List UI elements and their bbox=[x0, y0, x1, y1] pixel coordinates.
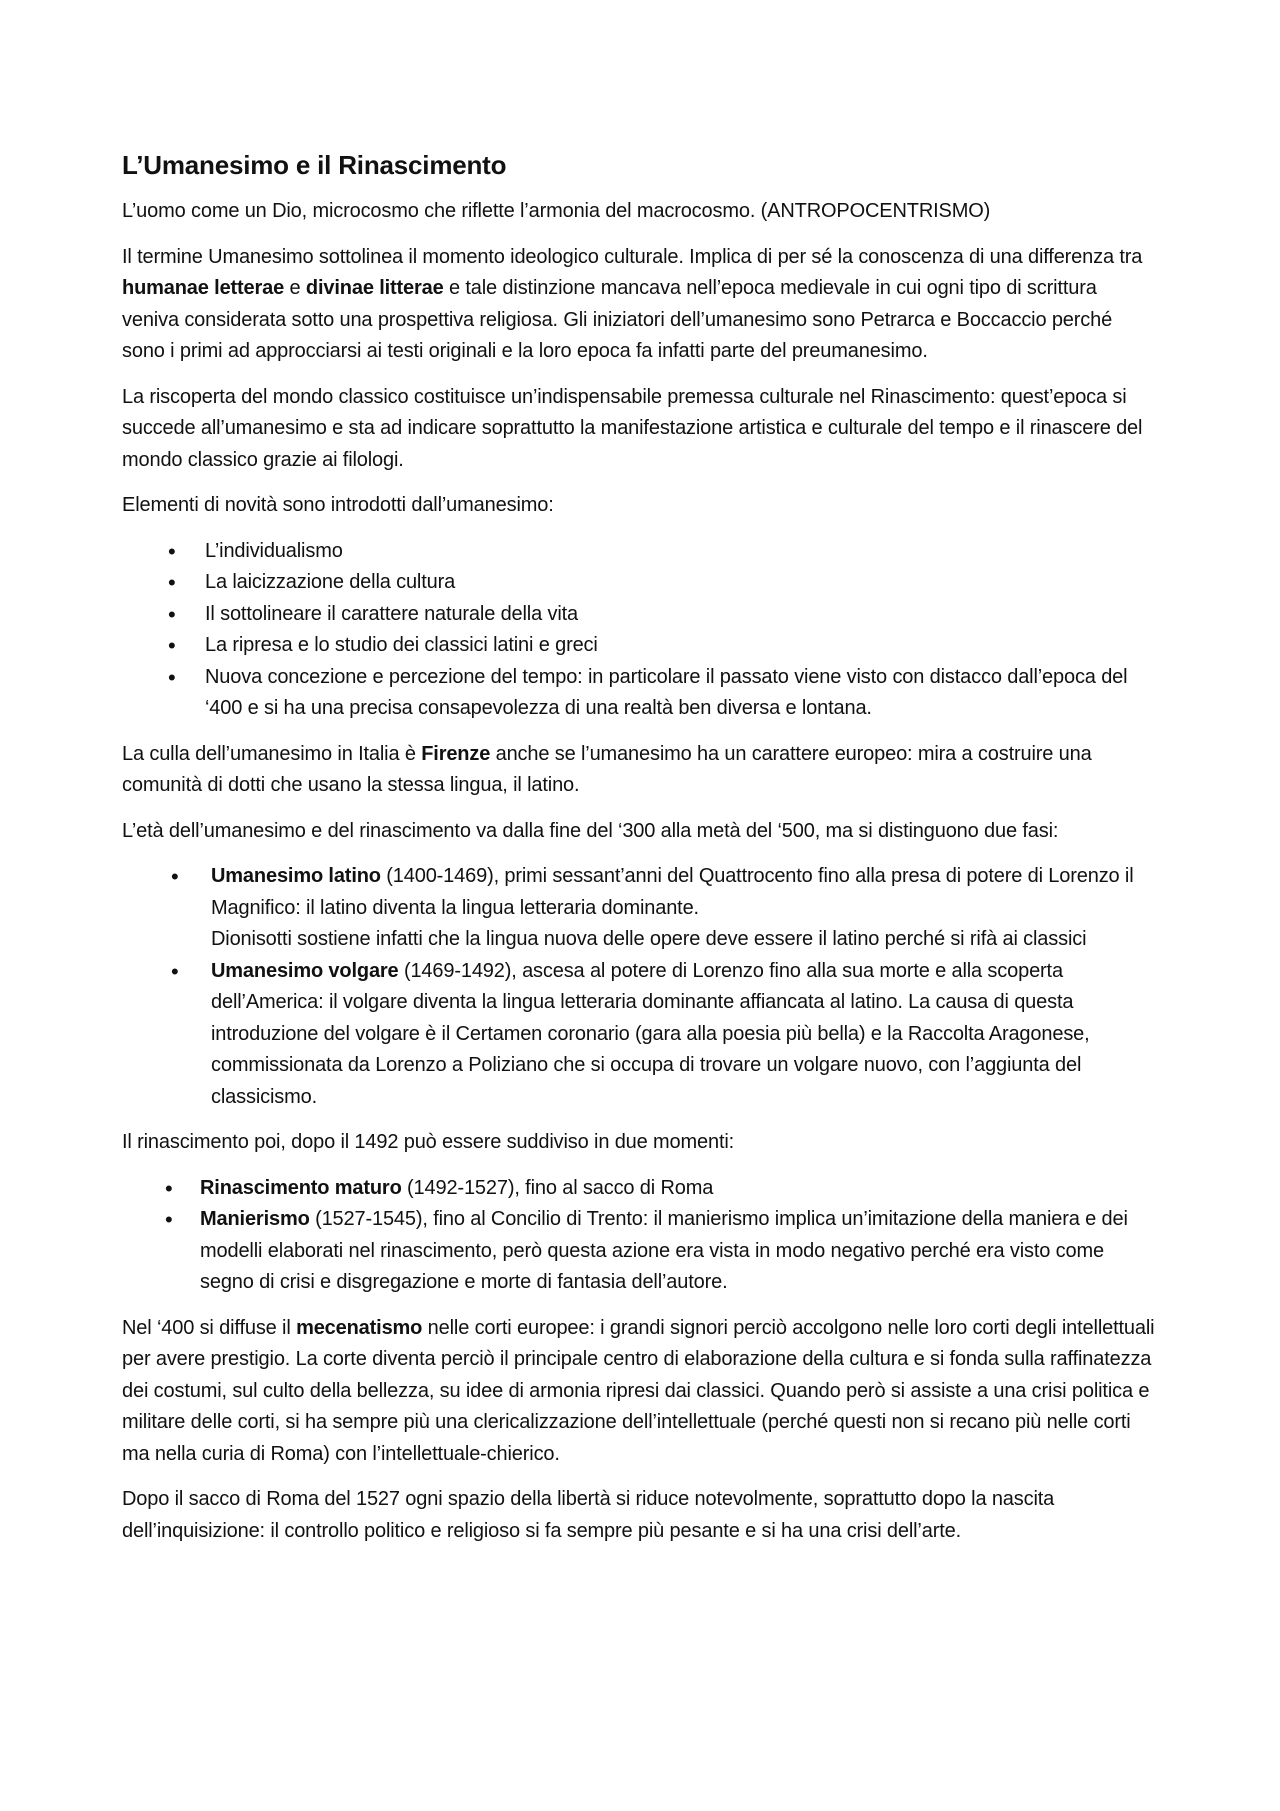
text-segment: e tale distinzione mancava nell’epoca medievale in cui ogni tipo di scrittura veniva considerata sotto una prospettiva religiosa. Gli iniziatori dell’umanesimo sono Petrarca e Boccaccio perché sono i primi ad approcciarsi ai testi originali e la loro epoca fa infatti parte del preumanesimo. bbox=[122, 277, 1113, 362]
list-item: • Il sottolineare il carattere naturale della vita bbox=[122, 599, 1158, 631]
paragraph-elementi-novita: Elementi di novità sono introdotti dall’umanesimo: bbox=[122, 494, 554, 516]
list-item bbox=[122, 861, 1158, 956]
text-segment: (1400-1469), primi sessant’anni del Quattrocento fino alla presa di potere di Lorenzo il Magnifico: il latino diventa la lingua letteraria dominante. bbox=[211, 865, 1134, 919]
text-segment: Dionisotti sostiene infatti che la lingua nuova delle opere deve essere il latino perché si rifà ai classici bbox=[211, 928, 1087, 950]
list-fasi bbox=[122, 861, 1158, 1113]
term-umanesimo-volgare: Umanesimo volgare bbox=[211, 959, 399, 982]
paragraph-firenze bbox=[122, 739, 1158, 802]
term-mecenatismo: mecenatismo bbox=[296, 1316, 423, 1339]
paragraph-mecenatismo bbox=[122, 1313, 1158, 1471]
paragraph-rinascimento-momenti: Il rinascimento poi, dopo il 1492 può essere suddiviso in due momenti: bbox=[122, 1131, 735, 1153]
term-rinascimento-maturo: Rinascimento maturo bbox=[200, 1176, 402, 1199]
paragraph-antropocentrismo: L’uomo come un Dio, microcosmo che riflette l’armonia del macrocosmo. (ANTROPOCENTRISMO) bbox=[122, 200, 991, 222]
list-item bbox=[122, 956, 1158, 1114]
term-divinae-litterae: divinae litterae bbox=[305, 277, 444, 299]
list-item: • La ripresa e lo studio dei classici latini e greci bbox=[122, 630, 1158, 662]
list-item bbox=[122, 1173, 1158, 1205]
paragraph-eta-umanesimo: L’età dell’umanesimo e del rinascimento va dalla fine del ‘300 alla metà del ‘500, ma si distinguono due fasi: bbox=[122, 819, 1059, 842]
list-novita bbox=[122, 536, 1158, 725]
paragraph-sacco-di-roma: Dopo il sacco di Roma del 1527 ogni spazio della libertà si riduce notevolmente, soprattutto dopo la nascita dell’inquisizione: il controllo politico e religioso si fa sempre più pesante e si ha una crisi dell’arte. bbox=[122, 1488, 1055, 1542]
term-firenze: Firenze bbox=[421, 742, 491, 765]
document-title: L’Umanesimo e il Rinascimento bbox=[122, 150, 507, 180]
paragraph-riscoperta-classico: La riscoperta del mondo classico costituisce un’indispensabile premessa culturale nel Rinascimento: quest’epoca si succede all’umanesimo e sta ad indicare soprattutto la manifestazione artistica e culturale del tempo e il rinascere del mondo classico grazie ai filologi. bbox=[122, 385, 1143, 471]
text-segment: e bbox=[284, 277, 306, 299]
text-segment: (1492-1527), fino al sacco di Roma bbox=[401, 1176, 714, 1199]
term-manierismo: Manierismo bbox=[200, 1208, 310, 1230]
document-page bbox=[122, 148, 1158, 1561]
list-item: • Nuova concezione e percezione del tempo: in particolare il passato viene visto con distacco dall’epoca del ‘400 e si ha una precisa consapevolezza di una realtà ben diversa e lontana. bbox=[122, 662, 1158, 725]
list-item: • La laicizzazione della cultura bbox=[122, 567, 1158, 599]
text-segment: (1527-1545), fino al Concilio di Trento: il manierismo implica un’imitazione della maniera e dei modelli elaborati nel rinascimento, però questa azione era vista in modo negativo perché era visto come segno di crisi e disgregazione e morte di fantasia dell’autore. bbox=[200, 1208, 1128, 1293]
text-segment: La culla dell’umanesimo in Italia è bbox=[122, 742, 422, 765]
term-humanae-letterae: humanae letterae bbox=[122, 277, 285, 299]
paragraph-umanesimo-definizione bbox=[122, 242, 1158, 368]
text-segment: anche se l’umanesimo ha un carattere europeo: mira a costruire una comunità di dotti che usano la stessa lingua, il latino. bbox=[122, 742, 1092, 796]
list-item: • L’individualismo bbox=[122, 536, 1158, 568]
text-segment: Nel ‘400 si diffuse il bbox=[122, 1316, 297, 1339]
list-item bbox=[122, 1204, 1158, 1299]
list-momenti bbox=[122, 1173, 1158, 1299]
text-segment: nelle corti europee: i grandi signori perciò accolgono nelle loro corti degli intellettuali per avere prestigio. La corte diventa perciò il principale centro di elaborazione della cultura e si fonda sulla raffinatezza dei costumi, sul culto della bellezza, su idee di armonia ripresi dai classici. Quando però si assiste a una crisi politica e militare delle corti, si ha sempre più una clericalizzazione dell’intellettuale (perché questi non si recano più nelle corti ma nella curia di Roma) con l’intellettuale-chierico. bbox=[122, 1316, 1155, 1465]
text-segment: (1469-1492), ascesa al potere di Lorenzo fino alla sua morte e alla scoperta dell’America: il volgare diventa la lingua letteraria dominante affiancata al latino. La causa di questa introduzione del volgare è il Certamen coronario (gara alla poesia più bella) e la Raccolta Aragonese, commissionata da Lorenzo a Poliziano che si occupa di trovare un volgare nuovo, con l’aggiunta del classicismo. bbox=[211, 959, 1090, 1108]
text-segment: Il termine Umanesimo sottolinea il momento ideologico culturale. Implica di per sé la conoscenza di una differenza tra bbox=[122, 245, 1143, 268]
term-umanesimo-latino: Umanesimo latino bbox=[211, 865, 381, 887]
